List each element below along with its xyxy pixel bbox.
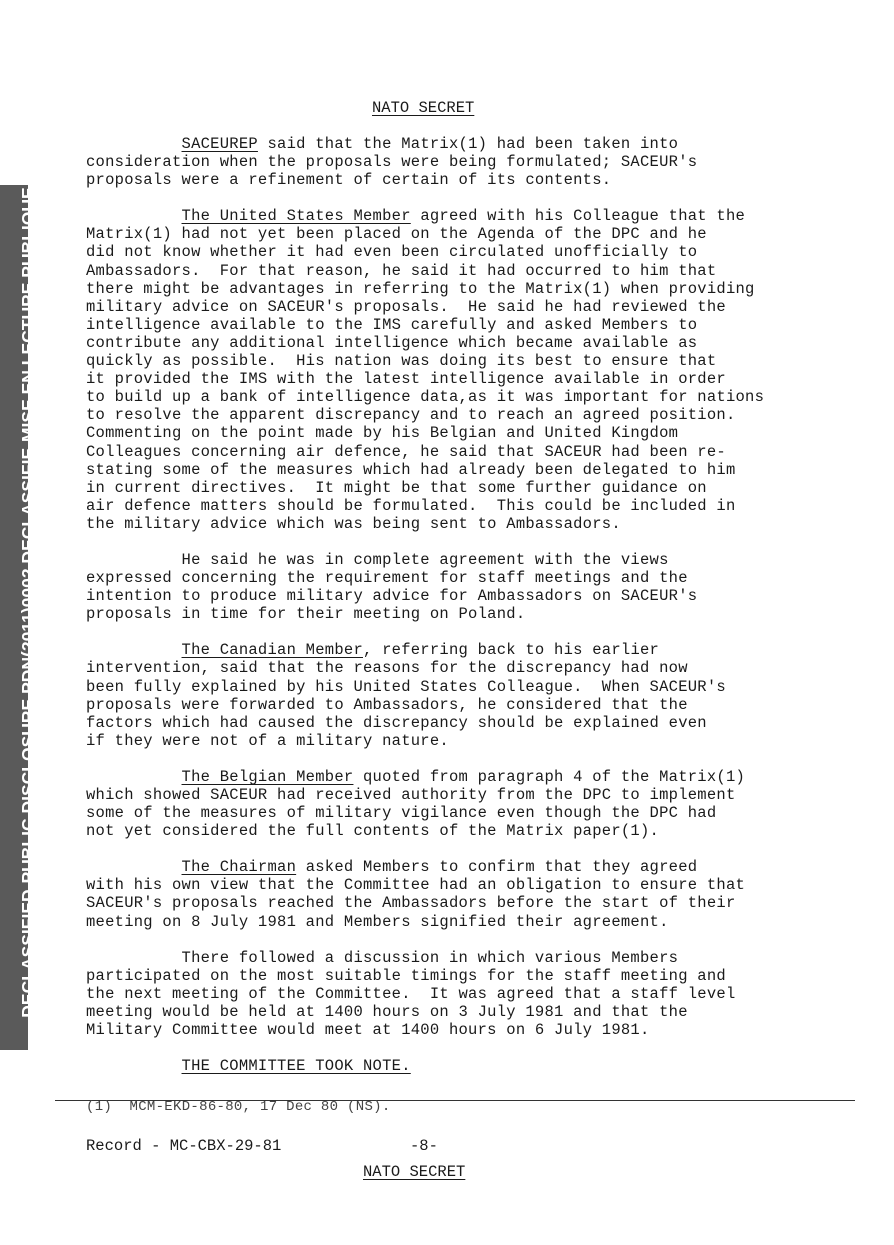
paragraph: The Belgian Member quoted from paragraph 4 of the Matrix(1) which showed SACEUR had received authority from the DPC to implement some of the measures of military vigilance even though the DPC had not yet considered the full contents of the Matrix paper(1). [86,767,746,841]
declassification-stamp-text: DECLASSIFIED-PUBLIC DISCLOSURE PDN(2011)0002 DECLASSIFIE-MISE EN LECTURE PUBLIQUE [18,187,38,1018]
document-body [86,135,876,1093]
speaker-name: The Chairman [181,858,297,877]
paragraph-text: which showed SACEUR had received authority from the DPC to implement some of the measures of military vigilance even though the DPC had not yet considered the full contents of the Matrix paper(1). [86,786,736,841]
paragraph: There followed a discussion in which various Members participated on the most suitable timings for the staff meeting and the next meeting of the Committee. It was agreed that a staff level meeting would be held at 1400 hours on 3 July 1981 and that the Military Committee would meet at 1400 hours on 6 July 1981. [86,948,736,1040]
paragraph-text: participated on the most suitable timings for the staff meeting and the next meeting of the Committee. It was agreed that a staff level meeting would be held at 1400 hours on 3 July 1981 and that the Military Committee would meet at 1400 hours on 6 July 1981. [86,966,736,1040]
speaker-name: SACEUREP [181,135,258,153]
conclusion-text: THE COMMITTEE TOOK NOTE. [181,1057,411,1076]
paragraph: The United States Member agreed with his Colleague that the Matrix(1) had not yet been placed on the Agenda of the DPC and he did not know whether it had even been circulated unofficially to Ambassadors. For that reason, he said it had occurred to him that there might be advantages in referring to the Matrix(1) when providing military advice on SACEUR's proposals. He said he had reviewed the intelligence available to the IMS carefully and asked Members to contribute any additional intelligence which became available as quickly as possible. His nation was doing its best to ensure that it provided the IMS with the latest intelligence available in order to build up a bank of intelligence data,as it was important for nations to resolve the apparent discrepancy and to reach an agreed position. Commenting on the point made by his Belgian and United Kingdom Colleagues concerning air defence, he said that SACEUR had been re- stating some of the measures which had already been delegated to him in current directives. It might be that some further guidance on air defence matters should be formulated. This could be included in the military advice which was being sent to Ambassadors. [86,207,765,533]
paragraph-text: expressed concerning the requirement for staff meetings and the intention to produce military advice for Ambassadors on SACEUR's proposals in time for their meeting on Poland. [86,569,698,624]
header-classification: NATO SECRET [372,99,475,117]
paragraph: The Chairman asked Members to confirm that they agreed with his own view that the Committee had an obligation to ensure that SACEUR's proposals reached the Ambassadors before the start of their meeting on 8 July 1981 and Members signified their agreement. [86,858,746,931]
paragraph: SACEUREP said that the Matrix(1) had been taken into consideration when the proposals were being formulated; SACEUR's proposals were a refinement of certain of its contents. [86,135,698,190]
page-number: -8- [410,1137,438,1155]
paragraph-text: Matrix(1) had not yet been placed on the Agenda of the DPC and he did not know whether it had even been circulated unofficially to Ambassadors. For that reason, he said it had occurred to him that there might be advantages in referring to the Matrix(1) when providing military advice on SACEUR's proposals. He said he had reviewed the intelligence available to the IMS carefully and asked Members to contribute any additional intelligence which became available as quickly as possible. His nation was doing its best to ensure that it provided the IMS with the latest intelligence available in order to build up a bank of intelligence data,as it was important for nations to resolve the apparent discrepancy and to reach an agreed position. Commenting on the point made by his Belgian and United Kingdom Colleagues concerning air defence, he said that SACEUR had been re- stating some of the measures which had already been delegated to him in current directives. It might be that some further guidance on air defence matters should be formulated. This could be included in the military advice which was being sent to Ambassadors. [86,225,765,533]
record-reference: Record - MC-CBX-29-81 [86,1137,282,1155]
speaker-name: The Belgian Member [181,767,354,786]
speaker-name: The United States Member [181,207,411,226]
conclusion [86,1057,876,1075]
footnote: (1) MCM-EKD-86-80, 17 Dec 80 (NS). [86,1099,391,1115]
paragraph-text: intervention, said that the reasons for the discrepancy had now been fully explained by his United States Colleague. When SACEUR's proposals were forwarded to Ambassadors, he considered that the factors which had caused the discrepancy should be explained even if they were not of a military nature. [86,659,726,750]
paragraph: The Canadian Member, referring back to his earlier intervention, said that the reasons for the discrepancy had now been fully explained by his United States Colleague. When SACEUR's proposals were forwarded to Ambassadors, he considered that the factors which had caused the discrepancy should be explained even if they were not of a military nature. [86,641,726,750]
paragraph: He said he was in complete agreement with the views expressed concerning the requirement for staff meetings and the intention to produce military advice for Ambassadors on SACEUR's proposals in time for their meeting on Poland. [86,550,698,624]
paragraph-text: consideration when the proposals were being formulated; SACEUR's proposals were a refinement of certain of its contents. [86,153,698,190]
speaker-name: The Canadian Member [181,641,363,660]
paragraph-text: with his own view that the Committee had an obligation to ensure that SACEUR's proposals reached the Ambassadors before the start of their meeting on 8 July 1981 and Members signified their agreement. [86,876,746,931]
footer-classification: NATO SECRET [363,1163,466,1181]
